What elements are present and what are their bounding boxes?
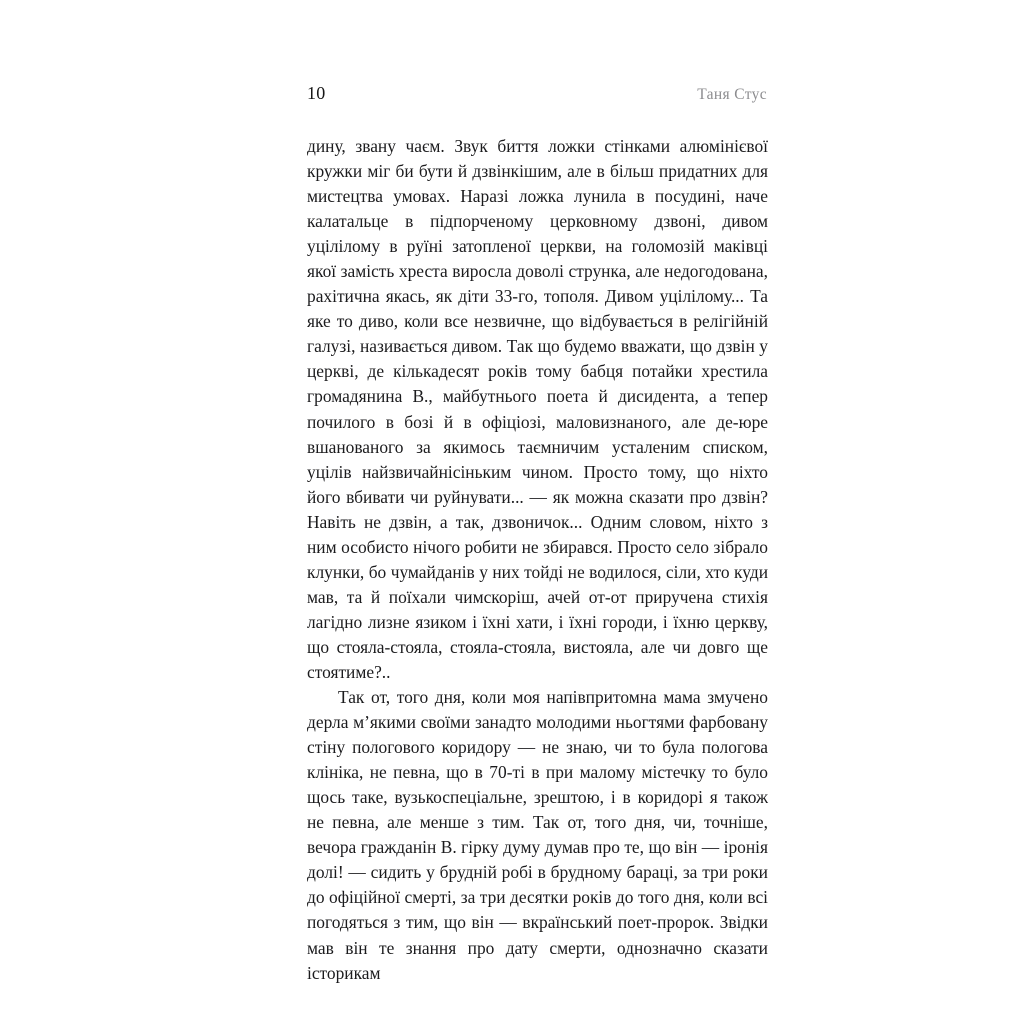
paragraph: Так от, того дня, коли моя напівпритомна мама змучено дерла м’якими своїми занадто молодими ньогтями фарбовану стіну пологового коридору — не знаю, чи то була пологова клініка, не певна, що в 70-ті в при малому містечку то було щось таке, вузькоспеціальне, зрештою, і в коридорі я також не певна, але менше з тим. Так от, того дня, чи, точніше, вечора гражданін В. гірку думу думав про те, що він — іронія долі! — сидить у брудній робі в брудному бараці, за три роки до офіційної смерті, за три десятки років до того дня, коли всі погодяться з тим, що він — вкраїнський поет-пророк. Звідки мав він те знання про дату смерти, однозначно сказати історикам [307, 687, 768, 983]
running-head [307, 82, 767, 106]
running-head-author: Таня Стус [697, 86, 767, 103]
body-text-block [307, 134, 768, 986]
paragraph: дину, звану чаєм. Звук биття ложки стінками алюмінієвої кружки міг би бути й дзвінкішим, але в більш придатних для мистецтва умовах. Наразі ложка лунила в посудині, наче калатальце в підпорченому церковному дзвоні, дивом уцілілому в руїні затопленої церкви, на голомозій маківці якої замість хреста виросла доволі струнка, але недогодована, рахітична якась, як діти 33-го, тополя. Дивом уцілілому... Та яке то диво, коли все незвичне, що відбувається в релігійній галузі, називається дивом. Так що будемо вважати, що дзвін у церкві, де кількадесят років тому бабця потайки хрестила громадянина В., майбутнього поета й дисидента, а тепер почилого в бозі й в офіціозі, маловизнаного, але де-юре вшанованого за якимось таємничим усталеним списком, уцілів найзвичайнісіньким чином. Просто тому, що ніхто його вбивати чи руйнувати... — як можна сказати про дзвін? Навіть не дзвін, а так, дзвоничок... Одним словом, ніхто з ним особисто нічого робити не збирався. Просто село зібрало клунки, бо чумайданів у них тойді не водилося, сіли, хто куди мав, та й поїхали чимскоріш, ачей от-от приручена стихія лагідно лизне язиком і їхні хати, і їхні городи, і їхню церкву, що стояла-стояла, стояла-стояла, вистояла, але чи довго ще стоятиме?.. [307, 136, 768, 682]
page-number: 10 [307, 83, 326, 103]
